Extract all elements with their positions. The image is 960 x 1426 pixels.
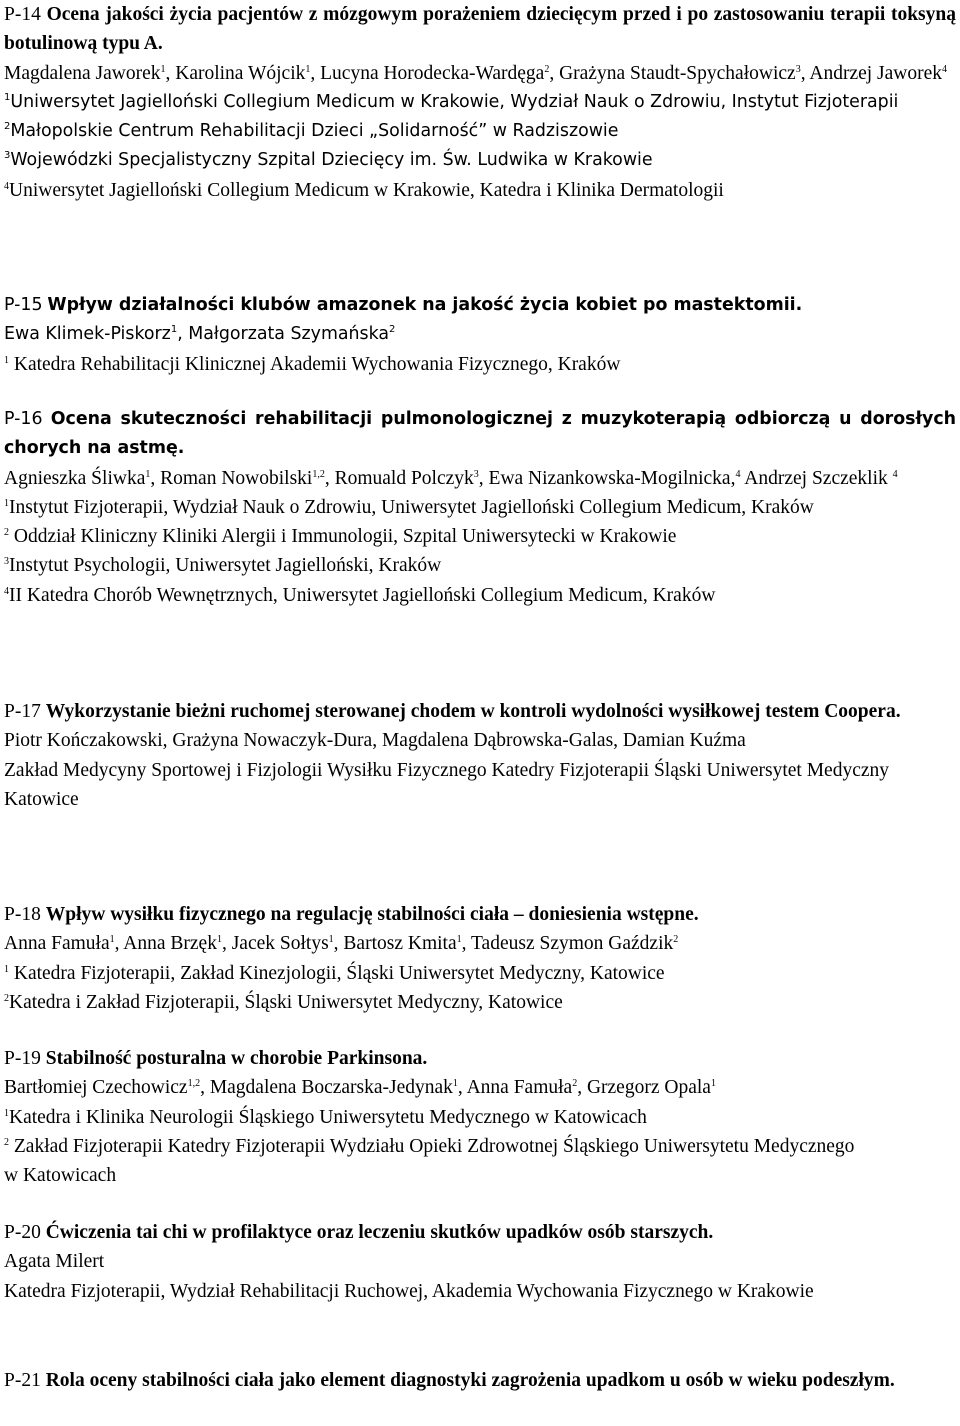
affiliation-marker: 1 (305, 63, 311, 75)
abstract-authors: Piotr Kończakowski, Grażyna Nowaczyk-Dura, Magdalena Dąbrowska-Galas, Damian Kuźma (4, 730, 746, 752)
abstract-authors: Anna Famuła$^1$, Anna Brzęk$^1$, Jacek Sołtys$^1$, Bartosz Kmita$^1$, Tadeusz Szymon Gaździk$^2$ (4, 933, 679, 955)
abstract-p21 (4, 1366, 956, 1395)
abstract-code: P-15 (4, 295, 43, 315)
abstract-title: Ocena jakości życia pacjentów z mózgowym porażeniem dziecięcym przed i po zastosowaniu terapii toksyną botulinową typu A. (4, 4, 956, 55)
affiliation: $^4$II Katedra Chorób Wewnętrznych, Uniwersytet Jagielloński Collegium Medicum, Kraków (4, 584, 716, 606)
abstract-authors (4, 59, 956, 88)
affiliation: $^1$Katedra i Klinika Neurologii Śląskiego Uniwersytetu Medycznego w Katowicach (4, 1106, 647, 1128)
abstract-code: P-21 (4, 1370, 41, 1391)
affiliation: $^2$Katedra i Zakład Fizjoterapii, Śląski Uniwersytet Medyczny, Katowice (4, 991, 563, 1013)
abstract-title: Rola oceny stabilności ciała jako element diagnostyki zagrożenia upadkom u osób w wieku podeszłym. (45, 1370, 895, 1391)
affiliation: $^1$ Katedra Rehabilitacji Klinicznej Akademii Wychowania Fizycznego, Kraków (4, 353, 621, 375)
affiliation-marker: 1 (160, 63, 166, 75)
affiliation: $^4$Uniwersytet Jagielloński Collegium Medicum w Krakowie, Katedra i Klinika Dermatologii (4, 179, 724, 201)
abstract-title: Ćwiczenia tai chi w profilaktyce oraz leczeniu skutków upadków osób starszych. (45, 1222, 714, 1243)
affiliation-marker: 4 (942, 63, 948, 75)
abstract-heading (4, 405, 956, 464)
affiliation: $^3$Wojewódzki Specjalistyczny Szpital Dziecięcy im. Św. Ludwika w Krakowie (4, 150, 653, 171)
affiliation: $^3$Instytut Psychologii, Uniwersytet Jagielloński, Kraków (4, 555, 442, 577)
affiliation: $^2$Małopolskie Centrum Rehabilitacji Dzieci „Solidarność” w Radziszowie (4, 121, 619, 142)
author-name: , Lucyna Horodecka-Wardęga (310, 62, 545, 84)
abstract-p14 (4, 0, 956, 205)
abstract-code: P-20 (4, 1222, 41, 1243)
abstract-code: P-18 (4, 904, 41, 925)
abstract-heading (4, 0, 956, 59)
abstract-p19 (4, 1044, 956, 1190)
affiliation-marker: 2 (544, 63, 550, 75)
abstract-heading (4, 697, 956, 726)
abstract-heading (4, 1044, 956, 1073)
affiliation: $^2$ Oddział Kliniczny Kliniki Alergii i Immunologii, Szpital Uniwersytecki w Krakowie (4, 526, 677, 548)
affiliation: $^1$ Katedra Fizjoterapii, Zakład Kinezjologii, Śląski Uniwersytet Medyczny, Katowice (4, 962, 665, 984)
abstract-authors: Ewa Klimek-Piskorz$^1$, Małgorzata Szymańska$^2$ (4, 324, 396, 345)
abstract-heading (4, 1218, 956, 1247)
author-name: , Andrzej Jaworek (800, 62, 943, 84)
author-name: , Grażyna Staudt-Spychałowicz (549, 62, 796, 84)
abstract-p20 (4, 1218, 956, 1306)
abstract-title: Ocena skuteczności rehabilitacji pulmonologicznej z muzykoterapią odbiorczą u dorosłych chorych na astmę. (4, 409, 957, 459)
abstract-code: P-17 (4, 701, 41, 722)
abstract-heading (4, 290, 956, 320)
abstract-title: Wykorzystanie bieżni ruchomej sterowanej chodem w kontroli wydolności wysiłkowej testem Coopera. (45, 701, 901, 722)
abstract-p17 (4, 697, 956, 814)
abstract-title: Wpływ działalności klubów amazonek na jakość życia kobiet po mastektomii. (47, 295, 803, 315)
abstract-heading (4, 900, 956, 929)
abstract-p15 (4, 290, 956, 379)
affiliation-marker: 3 (795, 63, 801, 75)
abstract-p18 (4, 900, 956, 1017)
abstract-authors: Bartłomiej Czechowicz$^{1,2}$, Magdalena Boczarska-Jedynak$^1$, Anna Famuła$^2$, Grzegorz Opala$^1$ (4, 1077, 716, 1099)
abstract-title: Wpływ wysiłku fizycznego na regulację stabilności ciała – doniesienia wstępne. (45, 904, 699, 925)
abstract-code: P-16 (4, 409, 43, 429)
abstract-p16 (4, 405, 956, 610)
abstract-authors: Agata Milert (4, 1251, 105, 1273)
abstract-title: Stabilność posturalna w chorobie Parkinsona. (45, 1048, 428, 1069)
author-name: Magdalena Jaworek (4, 62, 161, 84)
abstract-heading (4, 1366, 956, 1395)
affiliation: Katedra Fizjoterapii, Wydział Rehabilitacji Ruchowej, Akademia Wychowania Fizycznego w Krakowie (4, 1280, 814, 1302)
affiliation: Zakład Medycyny Sportowej i Fizjologii Wysiłku Fizycznego Katedry Fizjoterapii Śląski Uniwersytet Medyczny Katowice (4, 759, 890, 810)
abstract-code: P-19 (4, 1048, 41, 1069)
author-name: , Karolina Wójcik (165, 62, 306, 84)
abstract-code: P-14 (4, 4, 41, 25)
abstract-authors: Agnieszka Śliwka$^1$, Roman Nowobilski$^{1,2}$, Romuald Polczyk$^3$, Ewa Nizankowska-Mogilnicka,$^4$ Andrzej Szczeklik $^4$ (4, 467, 898, 489)
affiliation: $^1$Instytut Fizjoterapii, Wydział Nauk o Zdrowiu, Uniwersytet Jagielloński Collegium Medicum, Kraków (4, 496, 814, 518)
affiliation: $^2$ Zakład Fizjoterapii Katedry Fizjoterapii Wydziału Opieki Zdrowotnej Śląskiego Uniwersytetu Medycznego w Katowicach (4, 1135, 855, 1187)
affiliation: $^1$Uniwersytet Jagielloński Collegium Medicum w Krakowie, Wydział Nauk o Zdrowiu, Instytut Fizjoterapii (4, 91, 899, 112)
